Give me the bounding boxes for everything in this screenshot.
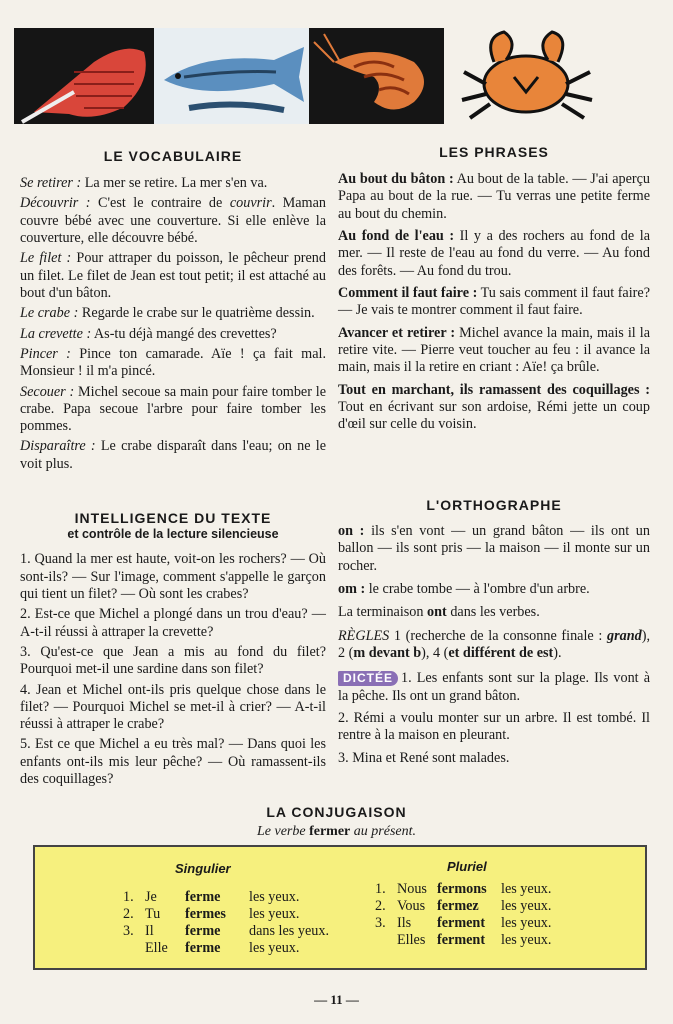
- phrase-head: Tout en marchant, ils ramassent des coquillages :: [338, 381, 650, 398]
- phrase-head: Avancer et retirer :: [338, 324, 456, 341]
- terminaison-note: La terminaison ont dans les verbes.: [338, 604, 540, 621]
- question-item: 5. Est ce que Michel a eu très mal? — Dans quoi les enfants ont-ils mis leur pêche? — Où ramassent-ils des coquillages?: [20, 736, 326, 788]
- conjugation-subtitle: Le verbe fermer au présent.: [257, 824, 416, 840]
- vocab-definition: Pince ton camarade. Aïe ! ça fait mal. Monsieur ! il m'a pincé.: [20, 345, 326, 380]
- vocab-definition: C'est le contraire de: [90, 195, 230, 212]
- phrases-title: LES PHRASES: [439, 144, 549, 160]
- phrase-entry: [338, 285, 650, 320]
- comprehension-subtitle: et contrôle de la lecture silencieuse: [67, 527, 279, 542]
- conjugation-row: 2. Vous fermez les yeux.: [375, 898, 552, 914]
- spelling-section: [338, 497, 650, 772]
- vocab-definition: La mer se retire. La mer s'en va.: [81, 175, 268, 192]
- phrase-head: Au bout du bâton :: [338, 171, 454, 188]
- vocab-term: Disparaître :: [20, 438, 96, 455]
- vocab-definition: Regarde le crabe sur le quatrième dessin.: [78, 305, 315, 322]
- vocab-entry: [20, 346, 326, 381]
- conjugation-row: 1. Nous fermons les yeux.: [375, 881, 552, 897]
- vocab-entry: [20, 175, 326, 192]
- on-rule: on : ils s'en vont — un grand bâton — ils ont un ballon — ils sont pris — la maison — il monte sur un rocher.: [338, 523, 650, 574]
- conjugation-row: Elle ferme les yeux.: [145, 940, 300, 956]
- phrase-entry: [338, 382, 650, 434]
- conjugation-row: 3. Il ferme dans les yeux.: [123, 923, 329, 939]
- question-item: 4. Jean et Michel ont-ils pris quelque chose dans le filet? — Pourquoi Michel se met-il à crier? — A-t-il réussi à attraper le crabe?: [20, 681, 326, 733]
- singular-forms: [123, 889, 329, 957]
- dictation-item: DICTÉE 1. Les enfants sont sur la plage. Ils vont à la pêche. Ils ont un grand bâton.: [338, 670, 650, 704]
- vocab-entry: [20, 326, 326, 343]
- vocab-term: Secouer :: [20, 383, 75, 400]
- vocab-entry: [20, 250, 326, 302]
- vocab-term: La crevette :: [20, 325, 92, 342]
- conjugation-table: [33, 845, 647, 970]
- page-number: — 11 —: [314, 992, 359, 1007]
- rules-note: RÈGLES 1 (recherche de la consonne finale : grand), 2 (m devant b), 4 (et différent de est).: [338, 627, 650, 661]
- comprehension-title: INTELLIGENCE DU TEXTE: [74, 510, 272, 526]
- dictation-label: DICTÉE: [338, 671, 398, 686]
- conjugation-row: 2. Tu fermes les yeux.: [123, 906, 300, 922]
- conjugation-row: 3. Ils ferment les yeux.: [375, 915, 552, 931]
- vocab-term: Le filet :: [20, 250, 72, 267]
- vocab-entry: [20, 384, 326, 436]
- conjugation-header: [0, 804, 673, 840]
- vocab-term: Le crabe :: [20, 305, 79, 322]
- fish-fillet-drawing: [14, 28, 154, 124]
- vocab-definition: Le crabe disparaît dans l'eau; on ne le voit plus.: [20, 438, 326, 472]
- conjugation-row: Elles ferment les yeux.: [397, 932, 552, 948]
- sardine-drawing: [154, 28, 309, 124]
- conjugation-row: 1. Je ferme les yeux.: [123, 889, 300, 905]
- comprehension-section: [20, 510, 326, 791]
- question-item: 2. Est-ce que Michel a plongé dans un trou d'eau? — A-t-il réussi à attraper la crevette?: [20, 606, 326, 640]
- phrase-entry: [338, 228, 650, 280]
- phrase-examples: Tu sais comment il faut faire? — Je vais te montrer comment il faut faire.: [338, 284, 650, 319]
- vocabulary-title: LE VOCABULAIRE: [103, 148, 243, 164]
- plural-header: Pluriel: [447, 859, 487, 874]
- vocab-definition: As-tu déjà mangé des crevettes?: [91, 325, 277, 342]
- phrase-examples: Tout en écrivant sur son ardoise, Rémi jette un coup d'œil sur celle du voisin.: [338, 398, 650, 433]
- question-item: 1. Quand la mer est haute, voit-on les rochers? — Où sont-ils? — Sur l'image, comment s'appelle le garçon qui tient un filet? — Où sont les crabes?: [20, 551, 326, 602]
- phrase-head: Comment il faut faire :: [338, 284, 478, 301]
- crab-drawing: [444, 28, 610, 124]
- shrimp-drawing: [309, 28, 444, 124]
- phrase-examples: Michel avance la main, mais il la retire vite. — Pierre veut toucher au feu : il avance la main, mais il la retire en criant : Aïe! ça brûle.: [338, 324, 650, 376]
- vocab-term: Découvrir :: [20, 195, 91, 212]
- dictation-item: 3. Mina et René sont malades.: [338, 749, 510, 766]
- conjugation-title: LA CONJUGAISON: [266, 804, 407, 820]
- spelling-title: L'ORTHOGRAPHE: [426, 497, 562, 513]
- vocab-term: Se retirer :: [20, 175, 82, 192]
- header-illustration: [14, 22, 610, 132]
- phrases-section: [338, 144, 650, 438]
- phrase-examples: Il y a des rochers au fond de la mer. — Il reste de l'eau au fond du verre. — Au fond des forêts. — Au fond du trou.: [338, 228, 651, 279]
- vocab-term: Pincer :: [20, 345, 71, 362]
- phrase-entry: [338, 325, 650, 377]
- vocab-entry: Découvrir : C'est le contraire de couvrir. Maman couvre bébé avec une couverture. Si elle enlève la couverture, elle découvre bébé.: [20, 195, 326, 247]
- vocab-entry: [20, 438, 326, 473]
- phrase-entry: [338, 171, 650, 223]
- phrase-examples: Au bout de la table. — J'ai aperçu Papa au bout de la rue. — Tu verras une petite ferme au bout du chemin.: [338, 171, 651, 222]
- dictation-item: 2. Rémi a voulu monter sur un arbre. Il est tombé. Il rentre à la maison en pleurant.: [338, 709, 650, 744]
- vocab-entry: [20, 305, 326, 322]
- vocab-definition: Michel secoue sa main pour faire tomber le crabe. Papa secoue l'arbre pour faire tomber les pommes.: [20, 383, 326, 435]
- vocabulary-section: [20, 148, 326, 476]
- plural-forms: [375, 881, 551, 949]
- phrase-head: Au fond de l'eau :: [338, 228, 455, 245]
- singular-header: Singulier: [175, 861, 231, 876]
- question-item: 3. Qu'est-ce que Jean a mis au fond du filet? Pourquoi met-il une sardine dans son filet?: [20, 643, 326, 678]
- om-rule: om : le crabe tombe — à l'ombre d'un arbre.: [338, 581, 590, 598]
- vocab-definition: Pour attraper du poisson, le pêcheur prend un filet. Le filet de Jean est tout petit; il est attaché au bout d'un bâton.: [20, 250, 326, 301]
